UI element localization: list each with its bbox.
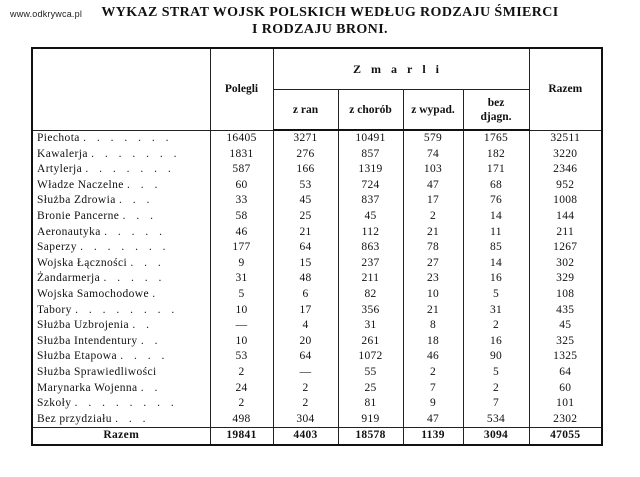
row-label-text: Służba Uzbrojenia bbox=[37, 319, 130, 332]
row-label-text: Bez przydziału bbox=[37, 412, 112, 425]
cell-razem: 3220 bbox=[529, 147, 602, 163]
cell-bez-djagn: 14 bbox=[463, 209, 529, 225]
cell-z-ran: 17 bbox=[273, 303, 338, 319]
cell-z-wypad: 2 bbox=[403, 365, 463, 381]
cell-z-wypad: 10 bbox=[403, 287, 463, 303]
table-row bbox=[32, 412, 602, 428]
row-label bbox=[32, 412, 210, 428]
row-label bbox=[32, 396, 210, 412]
cell-z-wypad: 23 bbox=[403, 271, 463, 287]
cell-z-wypad: 8 bbox=[403, 318, 463, 334]
cell-razem: 2346 bbox=[529, 162, 602, 178]
cell-z-chorob: 857 bbox=[338, 147, 403, 163]
cell-razem: 329 bbox=[529, 271, 602, 287]
cell-z-chorob: 31 bbox=[338, 318, 403, 334]
cell-z-chorob: 237 bbox=[338, 256, 403, 272]
cell-z-wypad: 47 bbox=[403, 178, 463, 194]
cell-z-chorob: 724 bbox=[338, 178, 403, 194]
table-row bbox=[32, 209, 602, 225]
row-label-dots: . . . . . . . . bbox=[75, 303, 179, 316]
total-z-ran: 4403 bbox=[273, 428, 338, 445]
total-bez-djagn: 3094 bbox=[463, 428, 529, 445]
cell-razem: 302 bbox=[529, 256, 602, 272]
table-row bbox=[32, 381, 602, 397]
total-razem: 47055 bbox=[529, 428, 602, 445]
row-label-dots: . . bbox=[132, 319, 153, 332]
cell-polegli: 33 bbox=[210, 193, 273, 209]
cell-z-chorob: 112 bbox=[338, 225, 403, 241]
cell-z-wypad: 47 bbox=[403, 412, 463, 428]
row-label-text: Wojska Samochodowe bbox=[37, 287, 149, 300]
header-row-top bbox=[32, 48, 602, 90]
cell-polegli: 58 bbox=[210, 209, 273, 225]
table-row bbox=[32, 318, 602, 334]
header-z-ran: z ran bbox=[273, 90, 338, 131]
table-row bbox=[32, 178, 602, 194]
header-bez-djagn-line2: djagn. bbox=[480, 110, 512, 123]
row-label-text: Marynarka Wojenna bbox=[37, 381, 138, 394]
cell-polegli: 498 bbox=[210, 412, 273, 428]
cell-z-ran: 276 bbox=[273, 147, 338, 163]
cell-razem: 1267 bbox=[529, 240, 602, 256]
cell-z-ran: 25 bbox=[273, 209, 338, 225]
header-zmarli: Zmarli bbox=[273, 48, 529, 90]
header-empty bbox=[32, 48, 210, 130]
cell-z-chorob: 261 bbox=[338, 334, 403, 350]
row-label bbox=[32, 287, 210, 303]
row-label-dots: . . . . . bbox=[103, 272, 166, 285]
cell-z-wypad: 7 bbox=[403, 381, 463, 397]
row-label-text: Służba Zdrowia bbox=[37, 194, 116, 207]
cell-polegli: 46 bbox=[210, 225, 273, 241]
cell-bez-djagn: 5 bbox=[463, 365, 529, 381]
row-label bbox=[32, 303, 210, 319]
cell-z-chorob: 863 bbox=[338, 240, 403, 256]
cell-z-ran: 2 bbox=[273, 396, 338, 412]
cell-z-chorob: 25 bbox=[338, 381, 403, 397]
header-z-wypad: z wypad. bbox=[403, 90, 463, 131]
cell-z-wypad: 17 bbox=[403, 193, 463, 209]
row-label-text: Wojska Łączności bbox=[37, 256, 128, 269]
cell-z-ran: 304 bbox=[273, 412, 338, 428]
row-label-dots: . . . . . . . bbox=[91, 147, 181, 160]
row-label-dots: . . . bbox=[127, 178, 162, 191]
cell-z-ran: 6 bbox=[273, 287, 338, 303]
cell-z-ran: 53 bbox=[273, 178, 338, 194]
row-label-text: Władze Naczelne bbox=[37, 178, 124, 191]
row-label bbox=[32, 240, 210, 256]
row-label bbox=[32, 318, 210, 334]
cell-z-chorob: 211 bbox=[338, 271, 403, 287]
cell-bez-djagn: 2 bbox=[463, 381, 529, 397]
row-label-dots: . . . . . . . . bbox=[74, 397, 178, 410]
cell-bez-djagn: 171 bbox=[463, 162, 529, 178]
table-row bbox=[32, 240, 602, 256]
cell-z-ran: 2 bbox=[273, 381, 338, 397]
cell-polegli: — bbox=[210, 318, 273, 334]
cell-z-ran: 15 bbox=[273, 256, 338, 272]
cell-z-chorob: 82 bbox=[338, 287, 403, 303]
row-label-text: Tabory bbox=[37, 303, 72, 316]
row-label bbox=[32, 130, 210, 147]
row-label-text: Służba Sprawiedliwości bbox=[37, 365, 157, 378]
cell-polegli: 53 bbox=[210, 349, 273, 365]
cell-razem: 952 bbox=[529, 178, 602, 194]
cell-razem: 64 bbox=[529, 365, 602, 381]
header-z-chorob: z chorób bbox=[338, 90, 403, 131]
row-label-dots: . . . bbox=[130, 256, 165, 269]
cell-razem: 2302 bbox=[529, 412, 602, 428]
cell-z-ran: 48 bbox=[273, 271, 338, 287]
cell-razem: 1008 bbox=[529, 193, 602, 209]
cell-polegli: 10 bbox=[210, 303, 273, 319]
cell-bez-djagn: 5 bbox=[463, 287, 529, 303]
page-title bbox=[0, 4, 640, 38]
cell-razem: 108 bbox=[529, 287, 602, 303]
table-body bbox=[32, 130, 602, 445]
row-label-text: Służba Intendentury bbox=[37, 334, 138, 347]
cell-polegli: 10 bbox=[210, 334, 273, 350]
cell-bez-djagn: 68 bbox=[463, 178, 529, 194]
table-row bbox=[32, 396, 602, 412]
cell-z-wypad: 27 bbox=[403, 256, 463, 272]
row-label-text: Służba Etapowa bbox=[37, 350, 118, 363]
row-label-dots: . . . bbox=[122, 209, 157, 222]
table-row bbox=[32, 147, 602, 163]
title-line-2: I RODZAJU BRONI. bbox=[252, 22, 388, 37]
cell-razem: 435 bbox=[529, 303, 602, 319]
table-row bbox=[32, 334, 602, 350]
cell-polegli: 9 bbox=[210, 256, 273, 272]
row-label bbox=[32, 334, 210, 350]
row-label-text: Saperzy bbox=[37, 241, 77, 254]
table-row bbox=[32, 349, 602, 365]
cell-bez-djagn: 16 bbox=[463, 271, 529, 287]
cell-polegli: 2 bbox=[210, 365, 273, 381]
row-label-text: Artylerja bbox=[37, 163, 83, 176]
cell-razem: 144 bbox=[529, 209, 602, 225]
cell-razem: 45 bbox=[529, 318, 602, 334]
cell-polegli: 60 bbox=[210, 178, 273, 194]
total-row bbox=[32, 428, 602, 445]
title-line-1: WYKAZ STRAT WOJSK POLSKICH WEDŁUG RODZAJU ŚMIERCI bbox=[101, 5, 559, 20]
cell-z-ran: 20 bbox=[273, 334, 338, 350]
row-label bbox=[32, 178, 210, 194]
row-label bbox=[32, 147, 210, 163]
cell-bez-djagn: 76 bbox=[463, 193, 529, 209]
row-label-dots: . . . . bbox=[120, 350, 169, 363]
cell-z-chorob: 837 bbox=[338, 193, 403, 209]
header-bez-djagn-line1: bez bbox=[487, 96, 505, 109]
cell-razem: 325 bbox=[529, 334, 602, 350]
row-label bbox=[32, 225, 210, 241]
table-row bbox=[32, 162, 602, 178]
total-z-wypad: 1139 bbox=[403, 428, 463, 445]
row-label bbox=[32, 209, 210, 225]
cell-polegli: 24 bbox=[210, 381, 273, 397]
cell-z-wypad: 78 bbox=[403, 240, 463, 256]
row-label-dots: . . . . . . . bbox=[85, 163, 175, 176]
total-label: Razem bbox=[32, 428, 210, 445]
cell-z-ran: 166 bbox=[273, 162, 338, 178]
cell-polegli: 5 bbox=[210, 287, 273, 303]
cell-z-chorob: 1072 bbox=[338, 349, 403, 365]
cell-razem: 60 bbox=[529, 381, 602, 397]
cell-z-ran: 45 bbox=[273, 193, 338, 209]
cell-z-wypad: 9 bbox=[403, 396, 463, 412]
cell-z-wypad: 579 bbox=[403, 130, 463, 147]
cell-razem: 101 bbox=[529, 396, 602, 412]
cell-razem: 211 bbox=[529, 225, 602, 241]
cell-bez-djagn: 11 bbox=[463, 225, 529, 241]
row-label bbox=[32, 365, 210, 381]
row-label-dots: . . . bbox=[115, 412, 150, 425]
row-label-text: Żandarmerja bbox=[37, 272, 101, 285]
row-label-text: Piechota bbox=[37, 131, 80, 144]
cell-z-chorob: 919 bbox=[338, 412, 403, 428]
cell-z-ran: — bbox=[273, 365, 338, 381]
row-label bbox=[32, 271, 210, 287]
row-label-text: Aeronautyka bbox=[37, 225, 101, 238]
cell-z-wypad: 21 bbox=[403, 225, 463, 241]
cell-bez-djagn: 14 bbox=[463, 256, 529, 272]
header-polegli: Polegli bbox=[210, 48, 273, 130]
cell-bez-djagn: 534 bbox=[463, 412, 529, 428]
cell-z-chorob: 45 bbox=[338, 209, 403, 225]
cell-bez-djagn: 31 bbox=[463, 303, 529, 319]
cell-z-wypad: 2 bbox=[403, 209, 463, 225]
cell-z-wypad: 18 bbox=[403, 334, 463, 350]
cell-z-chorob: 55 bbox=[338, 365, 403, 381]
cell-bez-djagn: 16 bbox=[463, 334, 529, 350]
cell-razem: 1325 bbox=[529, 349, 602, 365]
cell-bez-djagn: 182 bbox=[463, 147, 529, 163]
row-label bbox=[32, 193, 210, 209]
cell-z-chorob: 81 bbox=[338, 396, 403, 412]
cell-z-ran: 64 bbox=[273, 349, 338, 365]
total-polegli: 19841 bbox=[210, 428, 273, 445]
cell-z-chorob: 356 bbox=[338, 303, 403, 319]
cell-z-ran: 3271 bbox=[273, 130, 338, 147]
cell-polegli: 1831 bbox=[210, 147, 273, 163]
cell-z-wypad: 74 bbox=[403, 147, 463, 163]
cell-z-ran: 4 bbox=[273, 318, 338, 334]
row-label-dots: . . . bbox=[119, 194, 154, 207]
cell-z-wypad: 21 bbox=[403, 303, 463, 319]
table-row bbox=[32, 130, 602, 147]
row-label-dots: . . . . . . . bbox=[83, 131, 173, 144]
header-razem: Razem bbox=[529, 48, 602, 130]
row-label-text: Bronie Pancerne bbox=[37, 209, 120, 222]
table-row bbox=[32, 193, 602, 209]
cell-polegli: 31 bbox=[210, 271, 273, 287]
row-label bbox=[32, 381, 210, 397]
table-row bbox=[32, 303, 602, 319]
table-row bbox=[32, 225, 602, 241]
cell-z-chorob: 1319 bbox=[338, 162, 403, 178]
cell-razem: 32511 bbox=[529, 130, 602, 147]
row-label-dots: . . bbox=[140, 334, 162, 347]
cell-polegli: 2 bbox=[210, 396, 273, 412]
losses-table bbox=[31, 47, 603, 446]
table-row bbox=[32, 271, 602, 287]
table-row bbox=[32, 256, 602, 272]
cell-polegli: 16405 bbox=[210, 130, 273, 147]
cell-bez-djagn: 90 bbox=[463, 349, 529, 365]
total-z-chorob: 18578 bbox=[338, 428, 403, 445]
row-label bbox=[32, 349, 210, 365]
header-bez-djagn bbox=[463, 90, 529, 131]
cell-z-wypad: 103 bbox=[403, 162, 463, 178]
row-label bbox=[32, 256, 210, 272]
row-label-text: Szkoły bbox=[37, 397, 72, 410]
cell-bez-djagn: 85 bbox=[463, 240, 529, 256]
table-row bbox=[32, 365, 602, 381]
cell-polegli: 587 bbox=[210, 162, 273, 178]
cell-z-chorob: 10491 bbox=[338, 130, 403, 147]
row-label-dots: . bbox=[152, 287, 160, 300]
cell-polegli: 177 bbox=[210, 240, 273, 256]
row-label-dots: . . . . . bbox=[104, 225, 166, 238]
row-label-text: Kawalerja bbox=[37, 147, 88, 160]
watermark: www.odkrywca.pl bbox=[10, 9, 83, 19]
cell-z-ran: 64 bbox=[273, 240, 338, 256]
cell-bez-djagn: 2 bbox=[463, 318, 529, 334]
cell-z-wypad: 46 bbox=[403, 349, 463, 365]
cell-bez-djagn: 7 bbox=[463, 396, 529, 412]
cell-z-ran: 21 bbox=[273, 225, 338, 241]
row-label bbox=[32, 162, 210, 178]
cell-bez-djagn: 1765 bbox=[463, 130, 529, 147]
row-label-dots: . . . . . . . bbox=[80, 241, 170, 254]
table-row bbox=[32, 287, 602, 303]
row-label-dots: . . bbox=[140, 381, 162, 394]
